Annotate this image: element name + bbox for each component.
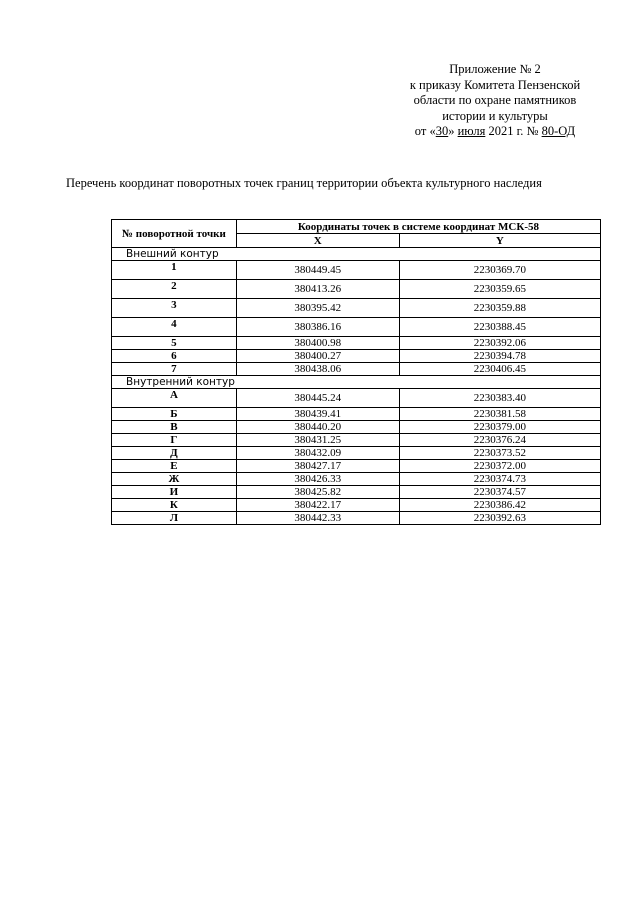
point-cell: Б bbox=[112, 408, 237, 421]
y-cell: 2230386.42 bbox=[399, 499, 600, 512]
x-cell: 380395.42 bbox=[236, 299, 399, 318]
point-cell: 3 bbox=[112, 299, 237, 318]
y-cell: 2230373.52 bbox=[399, 447, 600, 460]
y-cell: 2230383.40 bbox=[399, 389, 600, 408]
date-prefix: от « bbox=[414, 124, 436, 138]
x-cell: 380400.98 bbox=[236, 337, 399, 350]
x-cell: 380422.17 bbox=[236, 499, 399, 512]
point-cell: 1 bbox=[112, 261, 237, 280]
point-cell: Л bbox=[112, 512, 237, 525]
y-cell: 2230392.06 bbox=[399, 337, 600, 350]
table-row bbox=[112, 318, 601, 337]
header-x: X bbox=[236, 234, 399, 248]
table-row bbox=[112, 337, 601, 350]
y-cell: 2230388.45 bbox=[399, 318, 600, 337]
appendix-block bbox=[390, 62, 600, 140]
document-heading: Перечень координат поворотных точек границ территории объекта культурного наследия bbox=[66, 176, 542, 190]
header-coordinates: Координаты точек в системе координат МСК-58 bbox=[236, 220, 600, 234]
point-cell: Е bbox=[112, 460, 237, 473]
point-cell: К bbox=[112, 499, 237, 512]
table-row bbox=[112, 299, 601, 318]
point-cell: Ж bbox=[112, 473, 237, 486]
x-cell: 380425.82 bbox=[236, 486, 399, 499]
table-row bbox=[112, 408, 601, 421]
point-cell: 4 bbox=[112, 318, 237, 337]
point-cell: И bbox=[112, 486, 237, 499]
point-cell: 7 bbox=[112, 363, 237, 376]
y-cell: 2230392.63 bbox=[399, 512, 600, 525]
table-row bbox=[112, 499, 601, 512]
x-cell: 380413.26 bbox=[236, 280, 399, 299]
x-cell: 380442.33 bbox=[236, 512, 399, 525]
y-cell: 2230372.00 bbox=[399, 460, 600, 473]
x-cell: 380386.16 bbox=[236, 318, 399, 337]
point-cell: А bbox=[112, 389, 237, 408]
appendix-line-2: к приказу Комитета Пензенской bbox=[409, 77, 581, 92]
appendix-line-3: области по охране памятников bbox=[413, 93, 577, 107]
header-y: Y bbox=[399, 234, 600, 248]
table-row bbox=[112, 447, 601, 460]
table-row bbox=[112, 280, 601, 299]
x-cell: 380432.09 bbox=[236, 447, 399, 460]
y-cell: 2230376.24 bbox=[399, 434, 600, 447]
y-cell: 2230359.88 bbox=[399, 299, 600, 318]
y-cell: 2230359.65 bbox=[399, 280, 600, 299]
x-cell: 380440.20 bbox=[236, 421, 399, 434]
x-cell: 380445.24 bbox=[236, 389, 399, 408]
section-inner-contour: Внутренний контур bbox=[112, 376, 601, 389]
appendix-line-5 bbox=[390, 124, 600, 140]
y-cell: 2230369.70 bbox=[399, 261, 600, 280]
order-number: 80-ОД bbox=[541, 124, 576, 138]
x-cell: 380426.33 bbox=[236, 473, 399, 486]
table-row bbox=[112, 350, 601, 363]
point-cell: Д bbox=[112, 447, 237, 460]
header-point-number: № поворотной точки bbox=[112, 220, 237, 248]
table-row bbox=[112, 421, 601, 434]
y-cell: 2230381.58 bbox=[399, 408, 600, 421]
x-cell: 380427.17 bbox=[236, 460, 399, 473]
coordinates-table bbox=[111, 219, 601, 525]
date-mid: » bbox=[448, 124, 458, 138]
y-cell: 2230394.78 bbox=[399, 350, 600, 363]
appendix-line-4: истории и культуры bbox=[442, 108, 548, 123]
x-cell: 380439.41 bbox=[236, 408, 399, 421]
table-row bbox=[112, 363, 601, 376]
table-row bbox=[112, 512, 601, 525]
y-cell: 2230379.00 bbox=[399, 421, 600, 434]
table-row bbox=[112, 261, 601, 280]
point-cell: В bbox=[112, 421, 237, 434]
point-cell: 6 bbox=[112, 350, 237, 363]
point-cell: Г bbox=[112, 434, 237, 447]
appendix-line-1: Приложение № 2 bbox=[449, 62, 541, 76]
section-outer-contour: Внешний контур bbox=[112, 248, 601, 261]
table-row bbox=[112, 473, 601, 486]
x-cell: 380449.45 bbox=[236, 261, 399, 280]
point-cell: 5 bbox=[112, 337, 237, 350]
x-cell: 380438.06 bbox=[236, 363, 399, 376]
year-no: 2021 г. № bbox=[485, 124, 542, 138]
order-month: июля bbox=[457, 124, 486, 138]
table-row bbox=[112, 460, 601, 473]
x-cell: 380400.27 bbox=[236, 350, 399, 363]
table-row bbox=[112, 389, 601, 408]
order-day: 30 bbox=[435, 124, 449, 138]
y-cell: 2230374.57 bbox=[399, 486, 600, 499]
y-cell: 2230406.45 bbox=[399, 363, 600, 376]
point-cell: 2 bbox=[112, 280, 237, 299]
y-cell: 2230374.73 bbox=[399, 473, 600, 486]
x-cell: 380431.25 bbox=[236, 434, 399, 447]
table-row bbox=[112, 434, 601, 447]
table-row bbox=[112, 486, 601, 499]
